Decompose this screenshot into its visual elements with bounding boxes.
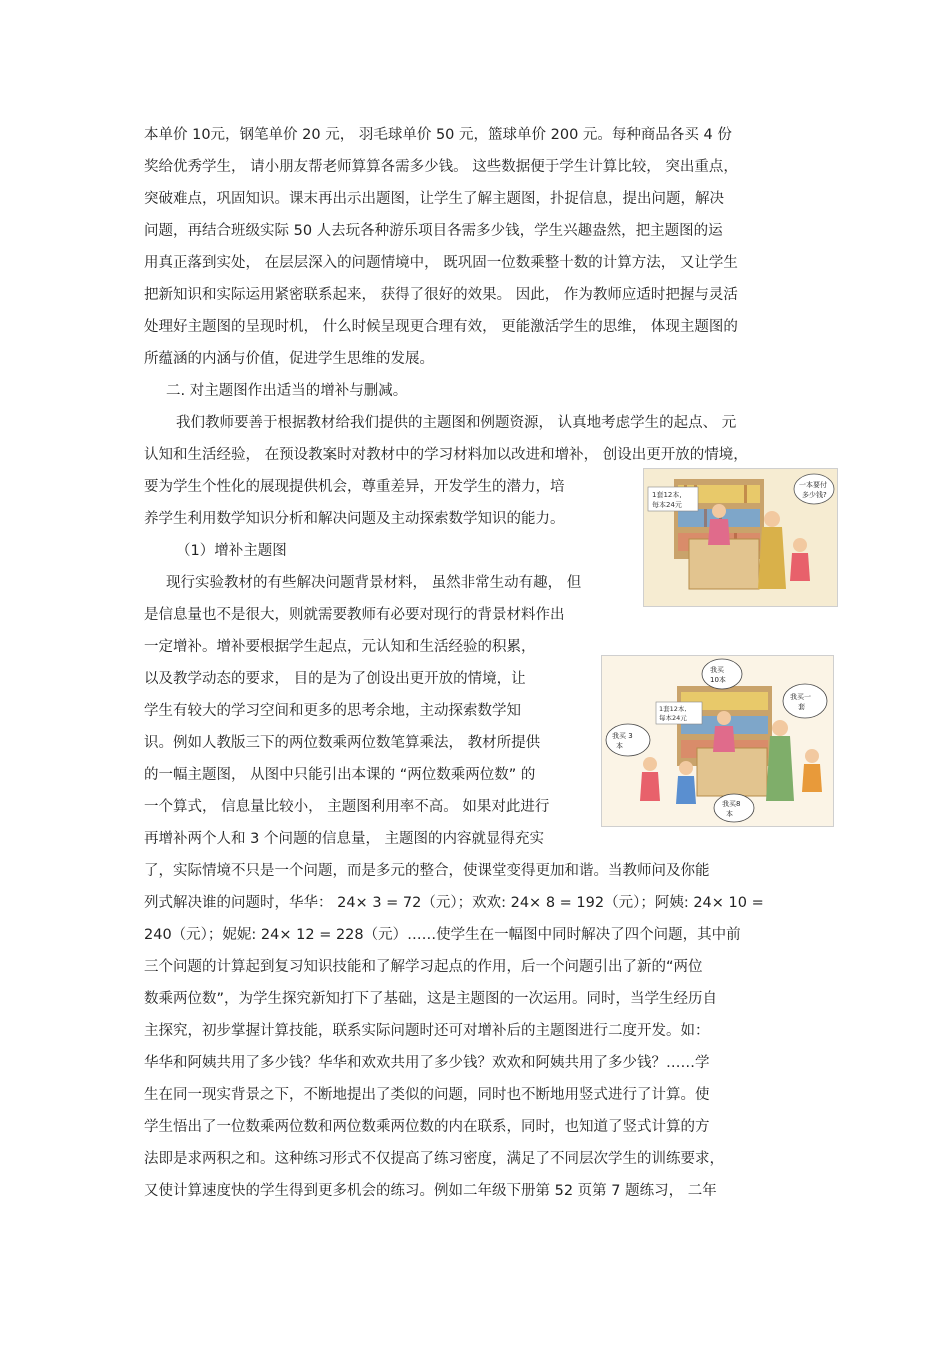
text-line: 现行实验教材的有些解决问题背景材料， 虽然非常生动有趣， 但 bbox=[166, 575, 582, 591]
speech-bubble-line: 套 bbox=[798, 703, 805, 711]
text-line: 主探究，初步掌握计算技能，联系实际问题时还可对增补后的主题图进行二度开发。如： bbox=[144, 1023, 710, 1039]
speech-bubble-line: 我买一 bbox=[790, 693, 811, 701]
text-line: 又使计算速度快的学生得到更多机会的练习。例如二年级下册第 52 页第 7 题练习， 二年 bbox=[144, 1183, 717, 1199]
text-line: 本单价 10元，钢笔单价 20 元， 羽毛球单价 50 元，篮球单价 200 元。每种商品各买 4 份 bbox=[144, 127, 732, 143]
text-line: 要为学生个性化的展现提供机会，尊重差异，开发学生的潜力，培 bbox=[144, 479, 565, 495]
speech-bubble-line: 我买 bbox=[710, 666, 724, 674]
text-line: 数乘两位数”，为学生探究新知打下了基础，这是主题图的一次运用。同时，当学生经历自 bbox=[144, 991, 718, 1007]
text-line: 用真正落到实处， 在层层深入的问题情境中， 既巩固一位数乘整十数的计算方法， 又让学生 bbox=[144, 255, 738, 271]
price-sign-line: 每本24元 bbox=[659, 714, 687, 722]
text-line: 处理好主题图的呈现时机， 什么时候呈现更合理有效， 更能激活学生的思维， 体现主题图的 bbox=[144, 319, 738, 335]
text-line: 法即是求两积之和。这种练习形式不仅提高了练习密度，满足了不同层次学生的训练要求， bbox=[144, 1151, 724, 1167]
text-line: 240（元）；妮妮: 24× 12 = 228（元）……使学生在一幅图中同时解决了四个问题，其中前 bbox=[144, 927, 741, 943]
text-line: 生在同一现实背景之下，不断地提出了类似的问题，同时也不断地用竖式进行了计算。使 bbox=[144, 1087, 710, 1103]
text-line: 列式解决谁的问题时，华华： 24× 3 = 72（元）；欢欢: 24× 8 = 192（元）；阿姨: 24× 10 = bbox=[144, 895, 764, 911]
theme-illustration-original bbox=[643, 468, 838, 607]
text-line: 所蕴涵的内涵与价值，促进学生思维的发展。 bbox=[144, 351, 434, 367]
price-sign-line: 1套12本, bbox=[652, 491, 682, 499]
speech-bubble-line: 我买8 bbox=[722, 800, 741, 808]
price-sign-line: 每本24元 bbox=[652, 501, 682, 509]
text-line: 把新知识和实际运用紧密联系起来， 获得了很好的效果。 因此， 作为教师应适时把握与灵活 bbox=[144, 287, 738, 303]
text-line: 三个问题的计算起到复习知识技能和了解学习起点的作用，后一个问题引出了新的“两位 bbox=[144, 959, 703, 975]
speech-bubble-line: 本 bbox=[616, 742, 623, 750]
speech-bubble-line: 多少钱? bbox=[802, 491, 827, 499]
text-line: 识。例如人教版三下的两位数乘两位数笔算乘法， 教材所提供 bbox=[144, 735, 541, 751]
text-line: 了，实际情境不只是一个问题，而是多元的整合，使课堂变得更加和谐。当教师问及你能 bbox=[144, 863, 710, 879]
text-line: 学生悟出了一位数乘两位数和两位数乘两位数的内在联系，同时，也知道了竖式计算的方 bbox=[144, 1119, 710, 1135]
text-line: 突破难点，巩固知识。课末再出示出题图，让学生了解主题图，扑捉信息，提出问题，解决 bbox=[144, 191, 724, 207]
speech-bubble-line: 10本 bbox=[710, 676, 726, 684]
text-line: 的一幅主题图， 从图中只能引出本课的 “两位数乘两位数” 的 bbox=[144, 767, 536, 783]
text-line: 养学生利用数学知识分析和解决问题及主动探索数学知识的能力。 bbox=[144, 511, 565, 527]
text-line: 问题，再结合班级实际 50 人去玩各种游乐项目各需多少钱，学生兴趣盎然，把主题图的运 bbox=[144, 223, 723, 239]
speech-bubble-line: 我买 3 bbox=[612, 732, 633, 740]
speech-bubble-line: 本 bbox=[726, 810, 733, 818]
text-line: 以及教学动态的要求， 目的是为了创设出更开放的情境，让 bbox=[144, 671, 526, 687]
text-line: 我们教师要善于根据教材给我们提供的主题图和例题资源， 认真地考虑学生的起点、 元 bbox=[176, 415, 737, 431]
text-line: 再增补两个人和 3 个问题的信息量， 主题图的内容就显得充实 bbox=[144, 831, 545, 847]
text-line: 一定增补。增补要根据学生起点，元认知和生活经验的积累， bbox=[144, 639, 536, 655]
text-line: 奖给优秀学生， 请小朋友帮老师算算各需多少钱。 这些数据便于学生计算比较， 突出重点， bbox=[144, 159, 738, 175]
speech-bubble-line: 一本要付 bbox=[799, 481, 827, 489]
text-line: 一个算式， 信息量比较小， 主题图利用率不高。 如果对此进行 bbox=[144, 799, 550, 815]
subheading: （1）增补主题图 bbox=[176, 543, 287, 559]
text-line: 认知和生活经验， 在预设教案时对教材中的学习材料加以改进和增补， 创设出更开放的情境， bbox=[144, 447, 748, 463]
text-line: 学生有较大的学习空间和更多的思考余地，主动探索数学知 bbox=[144, 703, 521, 719]
text-line: 华华和阿姨共用了多少钱？华华和欢欢共用了多少钱？欢欢和阿姨共用了多少钱？……学 bbox=[144, 1055, 710, 1071]
section-heading: 二. 对主题图作出适当的增补与删减。 bbox=[166, 383, 408, 399]
price-sign-line: 1套12本, bbox=[659, 705, 687, 713]
theme-illustration-augmented bbox=[601, 655, 834, 827]
text-line: 是信息量也不是很大，则就需要教师有必要对现行的背景材料作出 bbox=[144, 607, 565, 623]
